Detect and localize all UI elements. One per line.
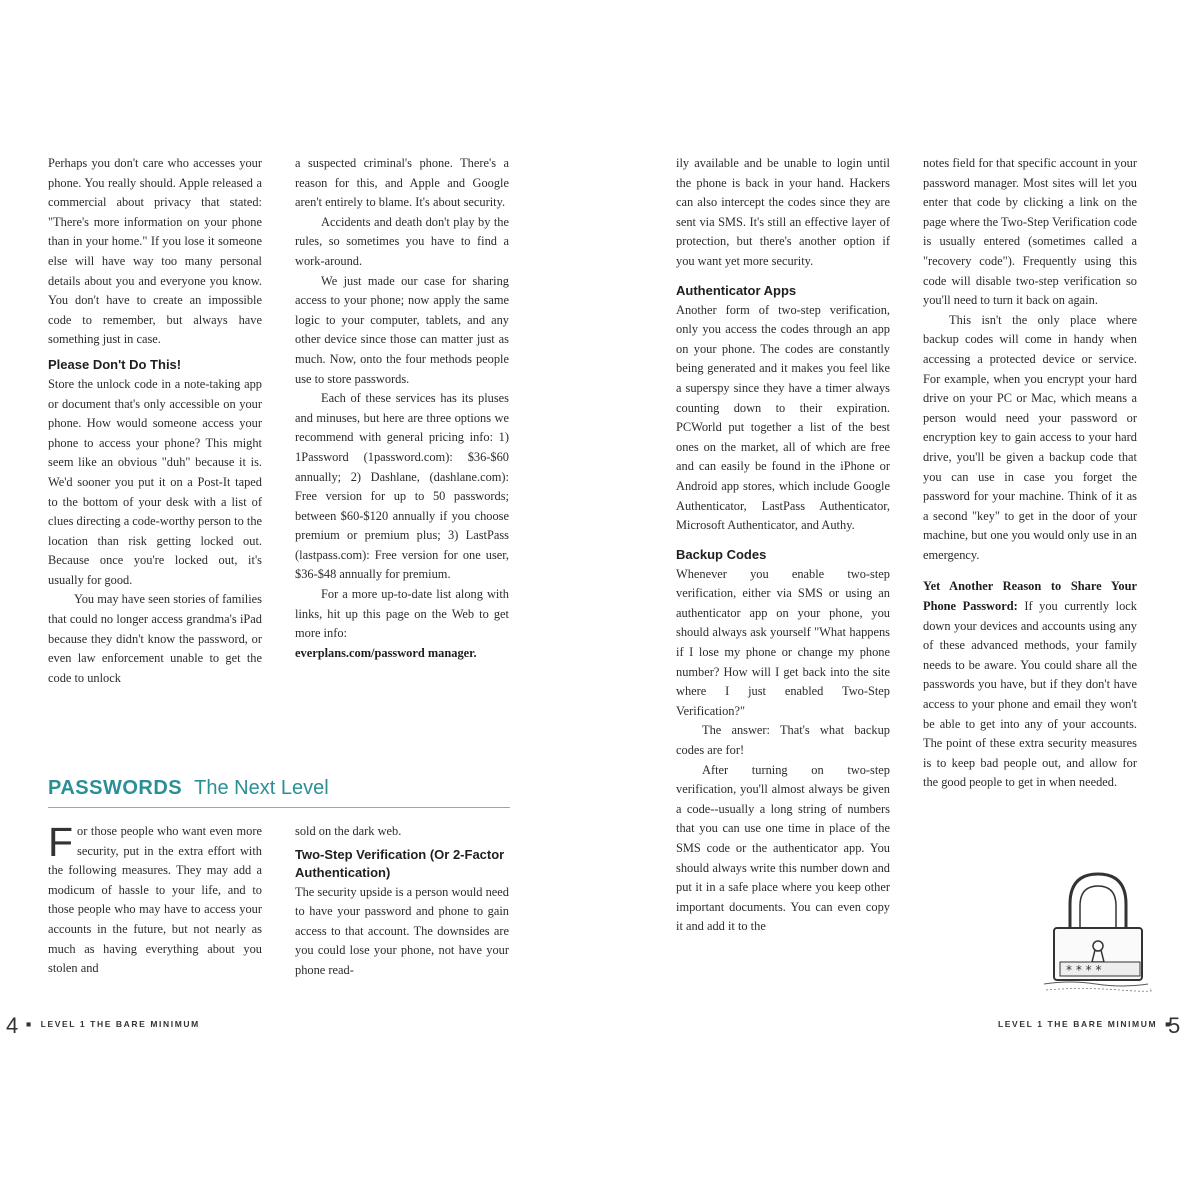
paragraph: sold on the dark web. bbox=[295, 824, 402, 838]
paragraph: Perhaps you don't care who accesses your phone. You really should. Apple released a commercial about privacy that stated: "There's more information on your phone than in your home." If you lose it someone else will have way too many personal details about you and everyone you know. You don't have to create an impossible code to remember, but always have something just in case. bbox=[48, 156, 262, 347]
drop-cap: F bbox=[48, 819, 74, 865]
section-subtitle: The Next Level bbox=[194, 777, 329, 799]
paragraph: You may have seen stories of families that could no longer access grandma's iPad because they didn't know the password, or even law enforcement unable to get the code to unlock bbox=[48, 592, 263, 685]
subheading-two-step: Two-Step Verification (Or 2-Factor Authentication) bbox=[295, 846, 505, 880]
left-col-3 bbox=[48, 819, 262, 979]
left-col-2 bbox=[295, 154, 509, 663]
password-manager-url: everplans.com/password manager. bbox=[295, 645, 477, 660]
paragraph: This isn't the only place where backup codes will come in handy when accessing a protected device or service. For example, when you encrypt your hard drive on your PC or Mac, which means a person would need your password or encryption key to gain access to your hard drive, you'll be given a backup code that you can use in case you forget the password for your machine. Think of it as a second "key" to get in the door of your machine, but one you would only use in an emergency. bbox=[923, 312, 1137, 562]
subheading-please-dont: Please Don't Do This! bbox=[48, 356, 182, 372]
paragraph: Each of these services has its pluses and minuses, but here are three options we recommend with general pricing info: 1) 1Password (1password.com): $36-$60 annually; 2) Dashlane, (dashlane.com): Free version for up to 50 passwords; between $60-$120 annually if you choose premium or premium plus; 3) LastPass (lastpass.com): Free version for one user, $36-$48 annually for premium. bbox=[295, 391, 509, 582]
left-col-4 bbox=[295, 822, 509, 981]
paragraph-text: If you currently lock down your devices and accounts using any of these advanced methods, your family needs to be aware. You could share all the passwords you have, but if they don't have access to your phone and email they won't be able to get into any of your accounts. The point of these extra security measures is to keep bad people out, and allow for the good people to get in when needed. bbox=[923, 599, 1137, 790]
url-text bbox=[295, 644, 509, 664]
section-title: PASSWORDS bbox=[48, 777, 183, 799]
paragraph-text: or those people who want even more security, put in the extra effort with the following measures. They may add a modicum of hassle to your life, and to those people who may have to access your accounts in the future, but not nearly as much as having everything about you stolen and bbox=[48, 824, 262, 976]
paragraph: We just made our case for sharing access to your phone; now apply the same logic to your computer, tablets, and any other device since those can matter just as much. Now, onto the four methods people use to store passwords. bbox=[295, 273, 509, 386]
paragraph: The answer: That's what backup codes are for! bbox=[676, 723, 890, 758]
page-number-right: 5 bbox=[1168, 1013, 1181, 1038]
subheading-authenticator-apps: Authenticator Apps bbox=[676, 282, 797, 298]
padlock-icon bbox=[1040, 866, 1152, 998]
running-footer-right: LEVEL 1 THE BARE MINIMUM ■ bbox=[998, 1019, 1172, 1029]
paragraph: After turning on two-step verification, you'll almost always be given a code--usually a long string of numbers that you can use one time in place of the SMS code or the authenticator app. You should always write this number down and put it in a safe place where you keep other important documents. You can even copy it and add it to the bbox=[676, 762, 890, 934]
paragraph: ily available and be unable to login until the phone is back in your hand. Hackers can also intercept the codes since they are sent via SMS. It's still an effective layer of protection, but there's another option if you want yet more security. bbox=[676, 156, 890, 268]
paragraph: Store the unlock code in a note-taking app or document that's only accessible on your phone. How would someone access your phone to access your phone? This might seem like an obvious "duh" because it is. We'd sooner you put it on a Post-It taped to the bottom of your desk with a list of clues directing a code-worthy person to the location than risk getting locked out. Because once you're locked out, it's usually for good. bbox=[48, 376, 263, 587]
left-col-1 bbox=[48, 154, 262, 688]
section-header bbox=[48, 777, 510, 808]
right-col-1 bbox=[676, 154, 890, 937]
paragraph: For a more up-to-date list along with links, hit up this page on the Web to get more info: bbox=[295, 587, 509, 641]
paragraph: a suspected criminal's phone. There's a reason for this, and Apple and Google aren't entirely to blame. It's about security. bbox=[295, 156, 509, 210]
paragraph: Another form of two-step verification, only you access the codes through an app on your phone. The codes are constantly being generated and it makes you feel like a superspy since they have a timer always counting down to their expiration. PCWorld put together a list of the best ones on the market, all of which are free and can easily be found in the iPhone or Android app stores, which include Google Authenticator, LastPass Authenticator, Microsoft Authenticator, and Authy. bbox=[676, 302, 890, 533]
running-footer-left: ■ LEVEL 1 THE BARE MINIMUM bbox=[26, 1019, 200, 1029]
page-number-left: 4 bbox=[6, 1013, 19, 1038]
paragraph: Accidents and death don't play by the rules, so sometimes you have to find a work-around. bbox=[295, 214, 509, 268]
paragraph: The security upside is a person would need to have your password and phone to gain access to that account. The downsides are you could lose your phone, not have your phone read- bbox=[295, 884, 509, 977]
paragraph: Whenever you enable two-step verification, either via SMS or using an authenticator app on your phone, you should always ask yourself "What happens if I lose my phone or change my phone number? How will I get back into the site where I just enabled Two-Step Verification?" bbox=[676, 566, 890, 718]
subheading-backup-codes: Backup Codes bbox=[676, 546, 767, 562]
paragraph bbox=[48, 819, 262, 979]
footer-text: LEVEL 1 THE BARE MINIMUM bbox=[40, 1019, 200, 1029]
footer-text: LEVEL 1 THE BARE MINIMUM bbox=[998, 1019, 1158, 1029]
paragraph bbox=[923, 577, 1137, 793]
svg-text:* * * *: * * * * bbox=[1066, 963, 1102, 977]
right-col-2 bbox=[923, 154, 1137, 793]
paragraph: notes field for that specific account in your password manager. Most sites will let you enter that code by clicking a link on the page where the Two-Step Verification code is usually entered (sometimes called a "recovery code"). Frequently using this code will disable two-step verification so you'll need to turn it back on again. bbox=[923, 156, 1137, 308]
lead-in: Yet Another Reason to Share Your Phone Password: bbox=[923, 579, 1137, 614]
